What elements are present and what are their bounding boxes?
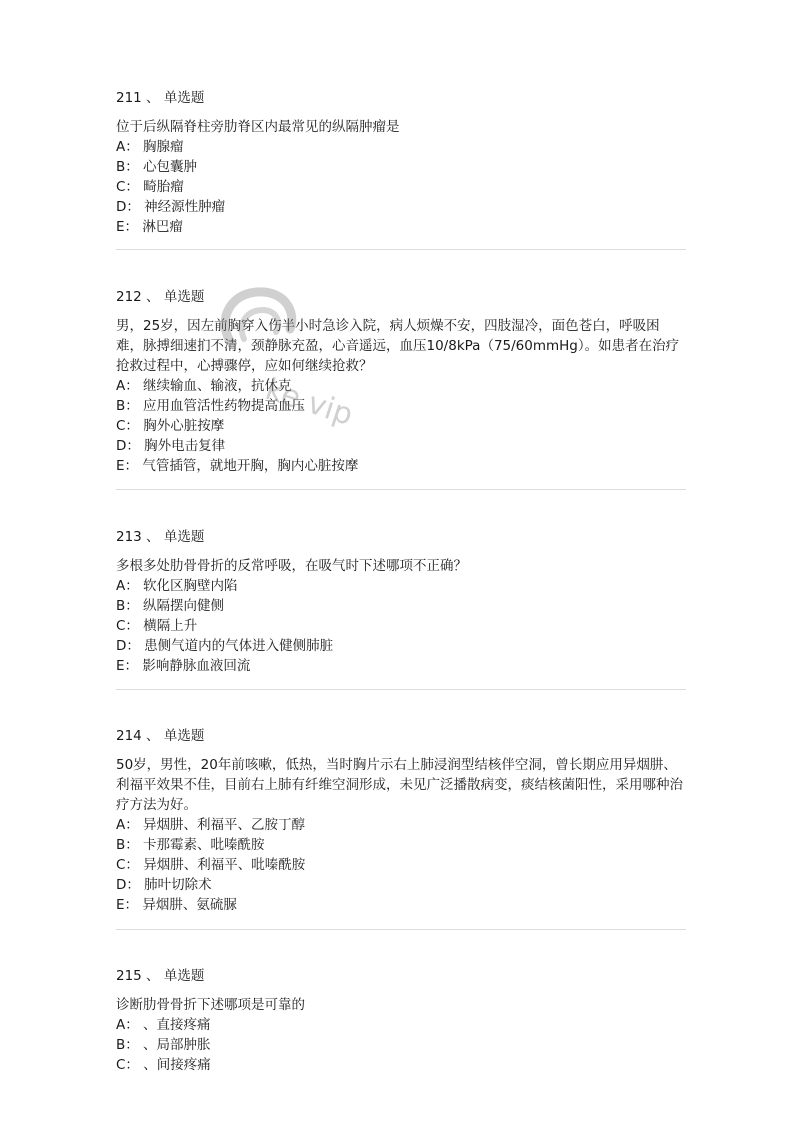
option-a: A： 、直接疼痛 xyxy=(116,1017,211,1033)
question-header: 213 、 单选题 xyxy=(116,529,205,545)
option-e: E： 异烟肼、氨硫脲 xyxy=(116,897,237,913)
option-c: C： 胸外心脏按摩 xyxy=(116,418,225,434)
question-213 xyxy=(116,527,686,676)
question-stem: 位于后纵隔脊柱旁肋脊区内最常见的纵隔肿瘤是 xyxy=(116,119,400,135)
option-d: D： 神经源性肿瘤 xyxy=(116,199,226,215)
divider xyxy=(116,489,686,490)
option-b: B： 卡那霉素、吡嗪酰胺 xyxy=(116,837,265,853)
option-c: C： 横隔上升 xyxy=(116,618,198,634)
divider xyxy=(116,249,686,250)
option-c: C： 畸胎瘤 xyxy=(116,179,184,195)
question-stem: 诊断肋骨骨折下述哪项是可靠的 xyxy=(116,997,305,1013)
option-e: E： 淋巴瘤 xyxy=(116,219,183,235)
divider xyxy=(116,689,686,690)
option-d: D： 肺叶切除术 xyxy=(116,877,212,893)
question-212 xyxy=(116,287,686,476)
watermark-text: ke.vip xyxy=(261,372,358,433)
question-211 xyxy=(116,88,686,237)
question-header: 212 、 单选题 xyxy=(116,289,205,305)
option-b: B： 应用血管活性药物提高血压 xyxy=(116,398,306,414)
option-a: A： 软化区胸壁内陷 xyxy=(116,578,238,594)
question-header: 215 、 单选题 xyxy=(116,968,205,984)
option-a: A： 继续输血、输液，抗休克 xyxy=(116,378,292,394)
option-c: C： 、间接疼痛 xyxy=(116,1057,211,1073)
question-stem: 50岁，男性，20年前咳嗽，低热，当时胸片示右上肺浸润型结核伴空洞，曾长期应用异烟肼、利福平效果不佳，目前右上肺有纤维空洞形成，未见广泛播散病变，痰结核菌阳性，采用哪种治疗方法为好。 xyxy=(116,757,683,813)
question-header: 211 、 单选题 xyxy=(116,90,205,106)
question-stem: 多根多处肋骨骨折的反常呼吸，在吸气时下述哪项不正确？ xyxy=(116,558,467,574)
option-e: E： 影响静脉血液回流 xyxy=(116,658,251,674)
divider xyxy=(116,929,686,930)
question-header: 214 、 单选题 xyxy=(116,728,205,744)
option-e: E： 气管插管，就地开胸，胸内心脏按摩 xyxy=(116,458,359,474)
question-stem: 男，25岁，因左前胸穿入伤半小时急诊入院，病人烦燥不安，四肢湿冷，面色苍白，呼吸困难，脉搏细速扪不清，颈静脉充盈，心音遥远，血压10/8kPa（75/60mmHg）。如患者在治疗抢救过程中，心搏骤停，应如何继续抢救？ xyxy=(116,318,680,374)
option-b: B： 心包囊肿 xyxy=(116,159,198,175)
option-c: C： 异烟肼、利福平、吡嗪酰胺 xyxy=(116,857,306,873)
option-a: A： 胸腺瘤 xyxy=(116,139,184,155)
option-d: D： 患侧气道内的气体进入健侧肺脏 xyxy=(116,638,334,654)
option-a: A： 异烟肼、利福平、乙胺丁醇 xyxy=(116,817,306,833)
option-b: B： 纵隔摆向健侧 xyxy=(116,598,225,614)
option-b: B： 、局部肿胀 xyxy=(116,1037,211,1053)
question-214 xyxy=(116,726,686,915)
question-215 xyxy=(116,966,686,1075)
option-d: D： 胸外电击复律 xyxy=(116,438,226,454)
